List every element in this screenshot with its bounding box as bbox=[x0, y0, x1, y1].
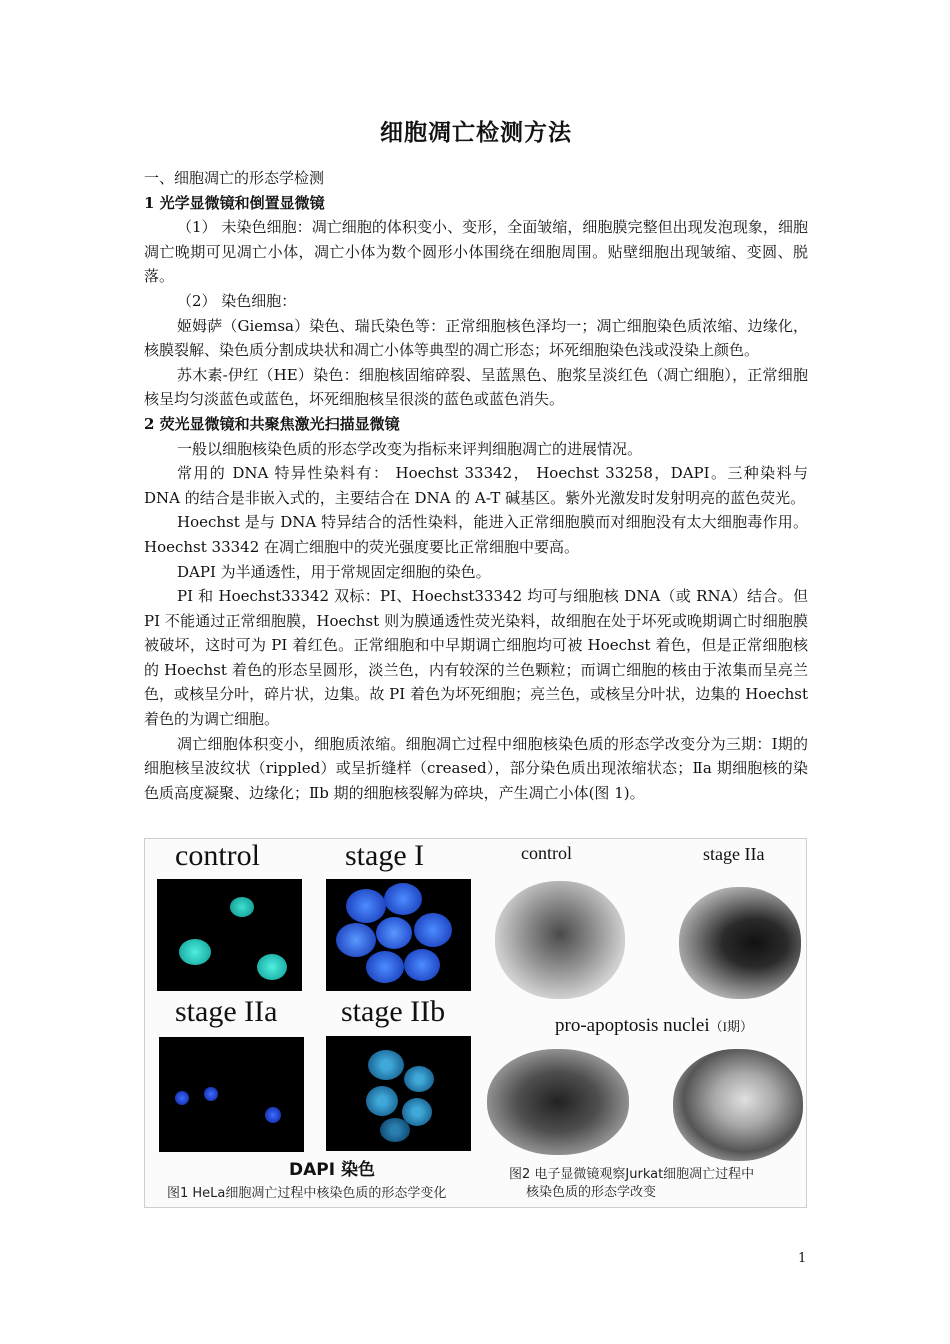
paragraph: DAPI 为半通透性，用于常规固定细胞的染色。 bbox=[177, 562, 491, 581]
subsection-heading bbox=[144, 191, 808, 216]
fluor-image-stage-iib bbox=[326, 1036, 471, 1151]
subsection-text: 2 荧光显微镜和共聚焦激光扫描显微镜 bbox=[144, 414, 400, 433]
paragraph: 凋亡细胞体积变小，细胞质浓缩。细胞凋亡过程中细胞核染色质的形态学改变分为三期：Ⅰ期的细胞核呈波纹状（rippled）或呈折缝样（creased），部分染色质出现浓缩状态；Ⅱa 期细胞核的染色质高度凝聚、边缘化；Ⅱb 期的细胞核裂解为碎块，产生凋亡小体(图 1)。 bbox=[144, 734, 808, 802]
em-middle-text: pro-apoptosis nuclei bbox=[555, 1015, 710, 1036]
paragraph: 一般以细胞核染色质的形态学改变为指标来评判细胞凋亡的进展情况。 bbox=[177, 439, 643, 458]
fluor-image-stage-i bbox=[326, 879, 471, 991]
em-image-control bbox=[495, 881, 625, 999]
figure bbox=[144, 838, 807, 1208]
figure-caption-1: 图1 HeLa细胞凋亡过程中核染色质的形态学变化 bbox=[167, 1186, 447, 1201]
em-middle-label bbox=[555, 1015, 753, 1037]
em-image-pro-apoptosis-2 bbox=[673, 1049, 803, 1161]
fluor-label-stage-iib: stage IIb bbox=[341, 995, 446, 1028]
paragraph: Hoechst 是与 DNA 特异结合的活性染料，能进入正常细胞膜而对细胞没有太大细胞毒作用。Hoechst 33342 在凋亡细胞中的荧光强度要比正常细胞中要高。 bbox=[144, 513, 808, 556]
dapi-label: DAPI 染色 bbox=[289, 1160, 375, 1180]
em-label-stage-iia: stage IIa bbox=[703, 844, 765, 864]
paragraph: 苏木素-伊红（HE）染色：细胞核固缩碎裂、呈蓝黑色、胞浆呈淡红色（凋亡细胞），正常细胞核呈均匀淡蓝色或蓝色，坏死细胞核呈很淡的蓝色或蓝色消失。 bbox=[144, 365, 808, 409]
subsection-heading bbox=[144, 412, 808, 437]
page-number: 1 bbox=[798, 1251, 807, 1266]
figure-caption-2-line1: 图2 电子显微镜观察Jurkat细胞凋亡过程中 bbox=[509, 1167, 755, 1182]
document-body bbox=[144, 166, 808, 805]
fluor-image-control bbox=[157, 879, 302, 991]
fluor-label-stage-iia: stage IIa bbox=[175, 995, 278, 1028]
fluor-image-stage-iia bbox=[159, 1037, 304, 1152]
em-image-pro-apoptosis-1 bbox=[487, 1049, 629, 1155]
figure-caption-2-line2: 核染色质的形态学改变 bbox=[526, 1185, 657, 1200]
paragraph: 常用的 DNA 特异性染料有： Hoechst 33342， Hoechst 33258，DAPI。三种染料与 DNA 的结合是非嵌入式的，主要结合在 DNA 的 A-T 碱基区。紫外光激发时发射明亮的蓝色荧光。 bbox=[144, 464, 808, 507]
fluor-label-control: control bbox=[175, 839, 260, 872]
paragraph: （1） 未染色细胞：凋亡细胞的体积变小、变形，全面皱缩，细胞膜完整但出现发泡现象，细胞凋亡晚期可见凋亡小体，凋亡小体为数个圆形小体围绕在细胞周围。贴壁细胞出现皱缩、变圆、脱落。 bbox=[144, 218, 808, 286]
section-heading: 一、细胞凋亡的形态学检测 bbox=[144, 169, 325, 187]
subsection-text: 1 光学显微镜和倒置显微镜 bbox=[144, 193, 325, 212]
em-image-stage-iia bbox=[679, 887, 801, 999]
paragraph: （2） 染色细胞： bbox=[177, 291, 297, 310]
em-label-control: control bbox=[521, 843, 572, 863]
em-middle-suffix: （I期） bbox=[709, 1019, 753, 1034]
document-title: 细胞凋亡检测方法 bbox=[380, 120, 572, 146]
fluor-label-stage-i: stage I bbox=[345, 839, 425, 872]
paragraph: 姬姆萨（Giemsa）染色、瑞氏染色等：正常细胞核色泽均一；凋亡细胞染色质浓缩、边缘化，核膜裂解、染色质分割成块状和凋亡小体等典型的凋亡形态；坏死细胞染色浅或没染上颜色。 bbox=[144, 316, 808, 360]
paragraph: PI 和 Hoechst33342 双标：PI、Hoechst33342 均可与细胞核 DNA（或 RNA）结合。但 PI 不能通过正常细胞膜，Hoechst 则为膜通透性荧光染料，故细胞在处于坏死或晚期调亡时细胞膜被破坏，这时可为 PI 着红色。正常细胞和中早期调亡细胞均可被 Hoechst 着色，但是正常细胞核的 Hoechst 着色的形态呈圆形，淡兰色，内有较深的兰色颗粒；而调亡细胞的核由于浓集而呈亮兰色，或核呈分叶，碎片状，边集。故 PI 着色为坏死细胞；亮兰色，或核呈分叶状，边集的 Hoechst 着色的为调亡细胞。 bbox=[144, 587, 808, 729]
